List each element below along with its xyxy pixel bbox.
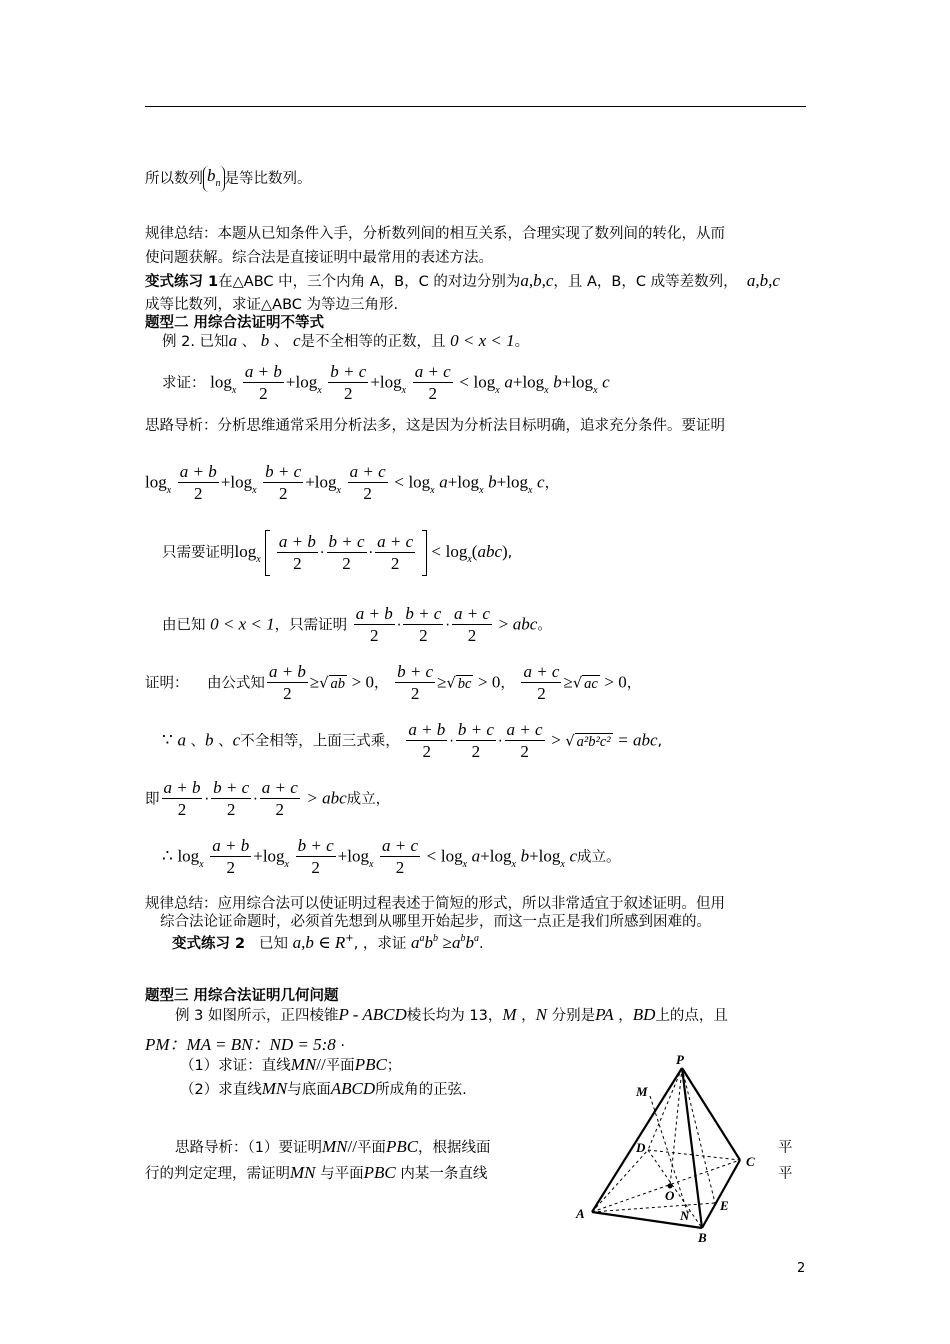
denominator: 2 xyxy=(311,858,320,877)
log: log xyxy=(262,846,285,866)
denominator: 2 xyxy=(471,742,481,761)
var: b xyxy=(260,331,270,350)
because-symbol: ∵ xyxy=(162,730,173,750)
log: log xyxy=(571,372,594,392)
numerator: b + c xyxy=(330,362,367,381)
text: 例 3 如图所示，正四棱锥 xyxy=(175,1008,339,1024)
denominator: 2 xyxy=(226,858,235,877)
label-E: E xyxy=(720,1198,729,1213)
fraction xyxy=(211,778,251,821)
header-rule xyxy=(145,106,806,107)
fraction xyxy=(328,362,368,405)
base: x xyxy=(560,858,565,870)
text: ， xyxy=(618,1008,633,1024)
base: x xyxy=(252,484,257,496)
text: ，且 A，B，C 成等差数列， xyxy=(553,274,738,290)
var: a xyxy=(471,846,481,866)
denominator: 2 xyxy=(520,742,529,761)
log: log xyxy=(234,542,257,561)
text: 行的判定定理，需证明 xyxy=(145,1166,290,1182)
numerator: a + c xyxy=(261,778,298,797)
op: + xyxy=(253,846,263,866)
fraction xyxy=(380,836,420,879)
base: x xyxy=(495,384,500,396)
proof-line: 证明： 由公式知 $\frac{a + b}{2}$ ≥√ ab > 0， $\frac{b + c}{2}$ ≥√ bc > 0， $\frac{a + c}{2}$ ≥√ ac > 0， xyxy=(145,662,642,703)
var: PBC xyxy=(363,1163,396,1182)
op: ≥ xyxy=(309,672,320,692)
because-line: ∵ a 、b 、c不全相等，上面三式乘， $\frac{a + b}{2}$ · $\frac{b + c}{2}$ · $\frac{a + c}{2}$ > √ a²b²c² = abc, xyxy=(162,720,663,761)
var: b xyxy=(520,846,530,866)
denominator: 2 xyxy=(226,800,236,819)
therefore-line xyxy=(162,836,621,879)
exercise-label: 变式练习 2 xyxy=(172,936,246,952)
fraction xyxy=(413,362,453,405)
fraction xyxy=(452,604,492,647)
edge-AD xyxy=(592,1150,648,1212)
var: c xyxy=(293,331,301,350)
text: 、 xyxy=(241,334,257,350)
label-B: B xyxy=(698,1230,707,1245)
base: x xyxy=(401,384,407,396)
numerator: a + c xyxy=(453,604,490,623)
numerator: a + c xyxy=(382,836,419,855)
label-A: A xyxy=(576,1206,585,1221)
var: MN xyxy=(290,1055,317,1074)
log: log xyxy=(457,472,480,492)
analysis3-line1 xyxy=(175,1136,491,1157)
text: 平 xyxy=(778,1166,793,1182)
text: （1）求证：直线 xyxy=(180,1058,291,1074)
base: x xyxy=(430,484,435,496)
exercise-label: 变式练习 1 xyxy=(145,274,219,290)
denominator: 2 xyxy=(467,626,477,645)
text: 内某一条直线 xyxy=(400,1166,488,1182)
var: PA xyxy=(595,1005,614,1024)
text: 平面 xyxy=(356,1140,386,1156)
base: x xyxy=(527,484,533,496)
fraction xyxy=(327,532,367,575)
label-O: O xyxy=(665,1188,675,1203)
numerator: a + c xyxy=(506,720,543,739)
math: P - ABCD xyxy=(338,1005,407,1024)
fraction xyxy=(456,720,496,763)
text: ， xyxy=(544,475,560,492)
var: a xyxy=(504,372,513,392)
log: log xyxy=(506,472,528,492)
op: > 0 xyxy=(478,672,501,692)
numerator: b + c xyxy=(397,662,434,681)
summary-line: 规律总结：本题从已知条件入手，分析数列间的相互关系，合理实现了数列间的转化，从而 xyxy=(145,226,725,242)
ratio-line xyxy=(145,1030,345,1055)
math: a,b,c xyxy=(746,271,780,290)
text: 与平面 xyxy=(320,1166,364,1182)
base: x xyxy=(462,858,468,870)
denominator: 2 xyxy=(293,553,302,573)
text: 棱长均为 13， xyxy=(406,1008,503,1024)
prove-statement xyxy=(162,362,610,405)
op: // xyxy=(316,1055,326,1074)
fraction xyxy=(375,532,415,575)
question-1 xyxy=(180,1054,401,1075)
text: 所成角的正弦. xyxy=(375,1082,467,1098)
op: > xyxy=(498,614,509,634)
numerator: a + b xyxy=(179,462,217,481)
label-P: P xyxy=(676,1052,684,1067)
var: b xyxy=(205,730,214,750)
so-line: 即 $\frac{a + b}{2}$ · $\frac{b + c}{2}$ · $\frac{a + c}{2}$ > abc成立， xyxy=(145,778,391,819)
var: BD xyxy=(632,1005,656,1024)
var: c xyxy=(537,472,545,492)
text: 成立。 xyxy=(577,849,621,866)
base: x xyxy=(231,384,237,396)
var: c xyxy=(602,372,610,392)
denominator: 2 xyxy=(177,800,187,819)
log: log xyxy=(489,846,512,866)
text: 思路导析：（1）要证明 xyxy=(175,1140,322,1156)
therefore-symbol: ∴ xyxy=(162,846,173,866)
section-title: 题型二 用综合法证明不等式 xyxy=(145,315,325,331)
op: // xyxy=(347,1137,357,1156)
sequence-braces xyxy=(203,166,225,192)
log: log xyxy=(295,372,318,392)
op: ≥ xyxy=(563,672,573,692)
sequence-conclusion xyxy=(145,166,312,192)
text: 平面 xyxy=(325,1058,355,1074)
op: > xyxy=(551,730,561,750)
text: 在△ABC 中，三个内角 A，B，C 的对边分别为 xyxy=(218,274,521,290)
denominator: 2 xyxy=(419,626,428,645)
fraction xyxy=(178,462,219,505)
numerator: a + b xyxy=(212,836,250,855)
base: x xyxy=(511,858,516,870)
op: < xyxy=(431,542,441,561)
analysis3-line2 xyxy=(145,1162,487,1183)
denominator: 2 xyxy=(395,858,405,877)
log: log xyxy=(408,472,431,492)
var: b xyxy=(553,372,562,392)
var: abc xyxy=(512,614,538,634)
math: 0 < x < 1 xyxy=(210,614,275,634)
text: ，根据线面 xyxy=(418,1140,491,1156)
seq-sub: n xyxy=(215,178,221,189)
given-line: 由已知 0 < x < 1，只需证明 $\frac{a + b}{2}$ · $\frac{b + c}{2}$ · $\frac{a + c}{2}$ > abc。 xyxy=(162,604,552,645)
text: （2）求直线 xyxy=(180,1082,262,1098)
base: x xyxy=(467,554,472,565)
radicand: bc xyxy=(457,675,472,692)
fraction xyxy=(260,778,300,821)
op: < xyxy=(426,846,437,866)
numerator: a + b xyxy=(278,531,316,551)
numerator: a + c xyxy=(349,462,386,481)
numerator: a + b xyxy=(268,662,306,681)
text: ，只需证明 xyxy=(274,617,348,634)
label-N: N xyxy=(680,1208,690,1223)
var: M xyxy=(502,1005,517,1024)
op: + xyxy=(305,472,315,492)
var: b xyxy=(488,472,497,492)
base: x xyxy=(166,484,172,496)
fraction xyxy=(354,604,395,647)
denominator: 2 xyxy=(369,626,379,645)
op: ≥ xyxy=(442,933,452,952)
log: log xyxy=(440,846,463,866)
base: x xyxy=(336,484,341,496)
summary-line: 使问题获解。综合法是直接证明中最常用的表述方法。 xyxy=(145,250,493,266)
pyramid-figure xyxy=(570,1048,770,1248)
need-to-prove: 只需要证明$\log_x$ $\frac{a + b}{2}$ · $\frac{b + c}{2}$ · $\frac{a + c}{2}$ < $\log_x(abc)$, xyxy=(162,530,512,576)
text: 是等比数列。 xyxy=(224,171,312,187)
fraction xyxy=(243,362,284,405)
op: + xyxy=(447,472,458,492)
var: a xyxy=(228,331,238,350)
text: 由已知 xyxy=(162,617,206,634)
math: a,b,c xyxy=(520,271,554,290)
edge-PB xyxy=(682,1068,702,1228)
text: 是不全相等的正数，且 xyxy=(300,334,446,350)
label-M: M xyxy=(636,1084,648,1099)
op: + xyxy=(529,846,539,866)
example-2 xyxy=(162,330,529,351)
denominator: 2 xyxy=(259,384,268,403)
denominator: 2 xyxy=(410,684,420,703)
denominator: 2 xyxy=(390,553,400,573)
fraction xyxy=(521,662,561,705)
edge-PD xyxy=(648,1068,682,1150)
var: c xyxy=(232,730,241,750)
var: a xyxy=(439,472,448,492)
text: ，求证 xyxy=(362,936,407,952)
op: + xyxy=(220,472,231,492)
text: ； xyxy=(386,1058,402,1074)
text: 平 xyxy=(778,1140,793,1156)
log: log xyxy=(445,542,468,561)
sup: + xyxy=(345,933,354,944)
op: ≥ xyxy=(437,672,447,692)
numerator: b + c xyxy=(405,604,442,623)
numerator: a + b xyxy=(244,362,282,381)
var: MN xyxy=(290,1163,316,1182)
denominator: 2 xyxy=(194,484,203,503)
base: x xyxy=(199,858,204,870)
summary-line: 规律总结：应用综合法可以使证明过程表述于简短的形式，所以非常适宜于叙述证明。但用 xyxy=(145,896,725,912)
numerator: b + c xyxy=(328,531,365,551)
log: log xyxy=(145,472,167,492)
fraction xyxy=(395,662,435,705)
fraction xyxy=(296,836,336,879)
base: x xyxy=(544,384,549,396)
fraction xyxy=(162,778,203,821)
op: > 0 xyxy=(604,672,627,692)
numerator: a + b xyxy=(408,720,446,739)
text: 与底面 xyxy=(287,1082,331,1098)
math: PM：MA = BN：ND = 5:8 xyxy=(145,1035,336,1054)
log: log xyxy=(522,372,545,392)
text: 证明： xyxy=(145,675,189,692)
fraction xyxy=(403,604,443,647)
denominator: 2 xyxy=(428,384,437,403)
log: log xyxy=(177,846,200,866)
section-title: 题型三 用综合法证明几何问题 xyxy=(145,988,339,1004)
exercise-1 xyxy=(145,270,780,291)
seq-var: b xyxy=(207,166,216,185)
log: log xyxy=(210,372,232,392)
denominator: 2 xyxy=(422,742,432,761)
math: 0 < x < 1 xyxy=(450,331,515,350)
inequality xyxy=(145,462,559,505)
numerator: a + b xyxy=(355,604,393,623)
log: log xyxy=(230,472,253,492)
var: a xyxy=(177,730,186,750)
text: 只需要证明 xyxy=(162,545,235,561)
text: 成立， xyxy=(346,791,391,808)
text: 。 xyxy=(537,617,552,634)
question-2 xyxy=(180,1078,467,1099)
denominator: 2 xyxy=(363,484,372,503)
segment-PE xyxy=(682,1068,715,1203)
fraction xyxy=(505,720,545,763)
base: x xyxy=(256,554,261,565)
exercise-line: 成等比数列，求证△ABC 为等边三角形. xyxy=(145,297,399,313)
text: 例 2. 已知 xyxy=(162,334,229,350)
summary-line: 综合法论证命题时，必须首先想到从哪里开始起步，而这一点正是我们所感到困难的。 xyxy=(160,914,711,930)
math: > abc xyxy=(306,788,347,808)
var: PBC xyxy=(354,1055,387,1074)
text: 上的点，且 xyxy=(655,1008,728,1024)
text: 求证： xyxy=(162,375,206,392)
analysis-line: 思路导析：分析思维通常采用分析法多，这是因为分析法目标明确，追求充分条件。要证明 xyxy=(145,418,725,434)
base: x xyxy=(317,384,322,396)
segment-AE xyxy=(592,1203,715,1212)
exercise-2: 变式练习 2 已知 a,b ∈ R+, ，求证 $a^ab^b \ge a^bb^a$. xyxy=(172,933,484,952)
math: a,b ∈ R xyxy=(292,933,346,952)
op: + xyxy=(512,372,523,392)
fraction xyxy=(277,532,318,575)
text: 即 xyxy=(145,791,160,808)
text: 不全相等，上面三式乘， xyxy=(240,733,400,750)
radicand: ac xyxy=(584,675,598,692)
numerator: a + c xyxy=(414,362,451,381)
op: + xyxy=(337,846,348,866)
denominator: 2 xyxy=(344,384,353,403)
edge-BC xyxy=(702,1160,740,1228)
var: ABCD xyxy=(330,1079,376,1098)
var: c xyxy=(569,846,577,866)
text: 。 xyxy=(514,334,530,350)
label-C: C xyxy=(746,1154,755,1169)
numerator: b + c xyxy=(265,462,302,481)
numerator: a + c xyxy=(523,662,560,681)
numerator: a + c xyxy=(377,531,414,551)
numerator: b + c xyxy=(213,778,250,797)
denominator: 2 xyxy=(537,684,546,703)
text: 分别是 xyxy=(551,1008,596,1024)
right-bracket xyxy=(422,530,427,576)
var: N xyxy=(535,1005,547,1024)
var: MN xyxy=(261,1079,288,1098)
log: log xyxy=(379,372,402,392)
denominator: 2 xyxy=(342,553,351,573)
text: 、 xyxy=(273,334,289,350)
diag-AC xyxy=(592,1160,740,1212)
base: x xyxy=(479,484,484,496)
op: + xyxy=(480,846,490,866)
denominator: 2 xyxy=(283,684,292,703)
radicand: a²b²c² xyxy=(576,733,611,750)
fraction xyxy=(263,462,303,505)
denominator: 2 xyxy=(278,484,288,503)
page-number: 2 xyxy=(797,1261,806,1276)
log: log xyxy=(314,472,337,492)
radicand: ab xyxy=(330,675,346,692)
op: < xyxy=(459,372,469,392)
op: + xyxy=(496,472,507,492)
log: log xyxy=(473,372,496,392)
op: < xyxy=(394,472,404,492)
fraction xyxy=(406,720,447,763)
text: · xyxy=(340,1038,345,1054)
text: 已知 xyxy=(258,936,288,952)
op: + xyxy=(561,372,572,392)
text: 所以数列 xyxy=(145,171,203,187)
left-bracket xyxy=(265,530,270,576)
log: log xyxy=(347,846,369,866)
fraction xyxy=(348,462,388,505)
var: PBC xyxy=(385,1137,419,1156)
numerator: a + b xyxy=(163,778,201,797)
math: = abc xyxy=(617,730,658,750)
denominator: 2 xyxy=(275,800,284,819)
example-3 xyxy=(175,1004,728,1025)
numerator: b + c xyxy=(457,720,494,739)
var: MN xyxy=(321,1137,348,1156)
var: abc xyxy=(477,542,502,561)
op: + xyxy=(285,372,296,392)
base: x xyxy=(593,384,598,396)
text: ， xyxy=(521,1008,536,1024)
fraction xyxy=(267,662,308,705)
fraction xyxy=(210,836,251,879)
text: 由公式知 xyxy=(206,675,265,692)
label-D: D xyxy=(636,1140,646,1155)
base: x xyxy=(368,858,374,870)
op: > 0 xyxy=(351,672,374,692)
log: log xyxy=(538,846,561,866)
base: x xyxy=(284,858,289,870)
op: + xyxy=(370,372,380,392)
numerator: b + c xyxy=(297,836,334,855)
